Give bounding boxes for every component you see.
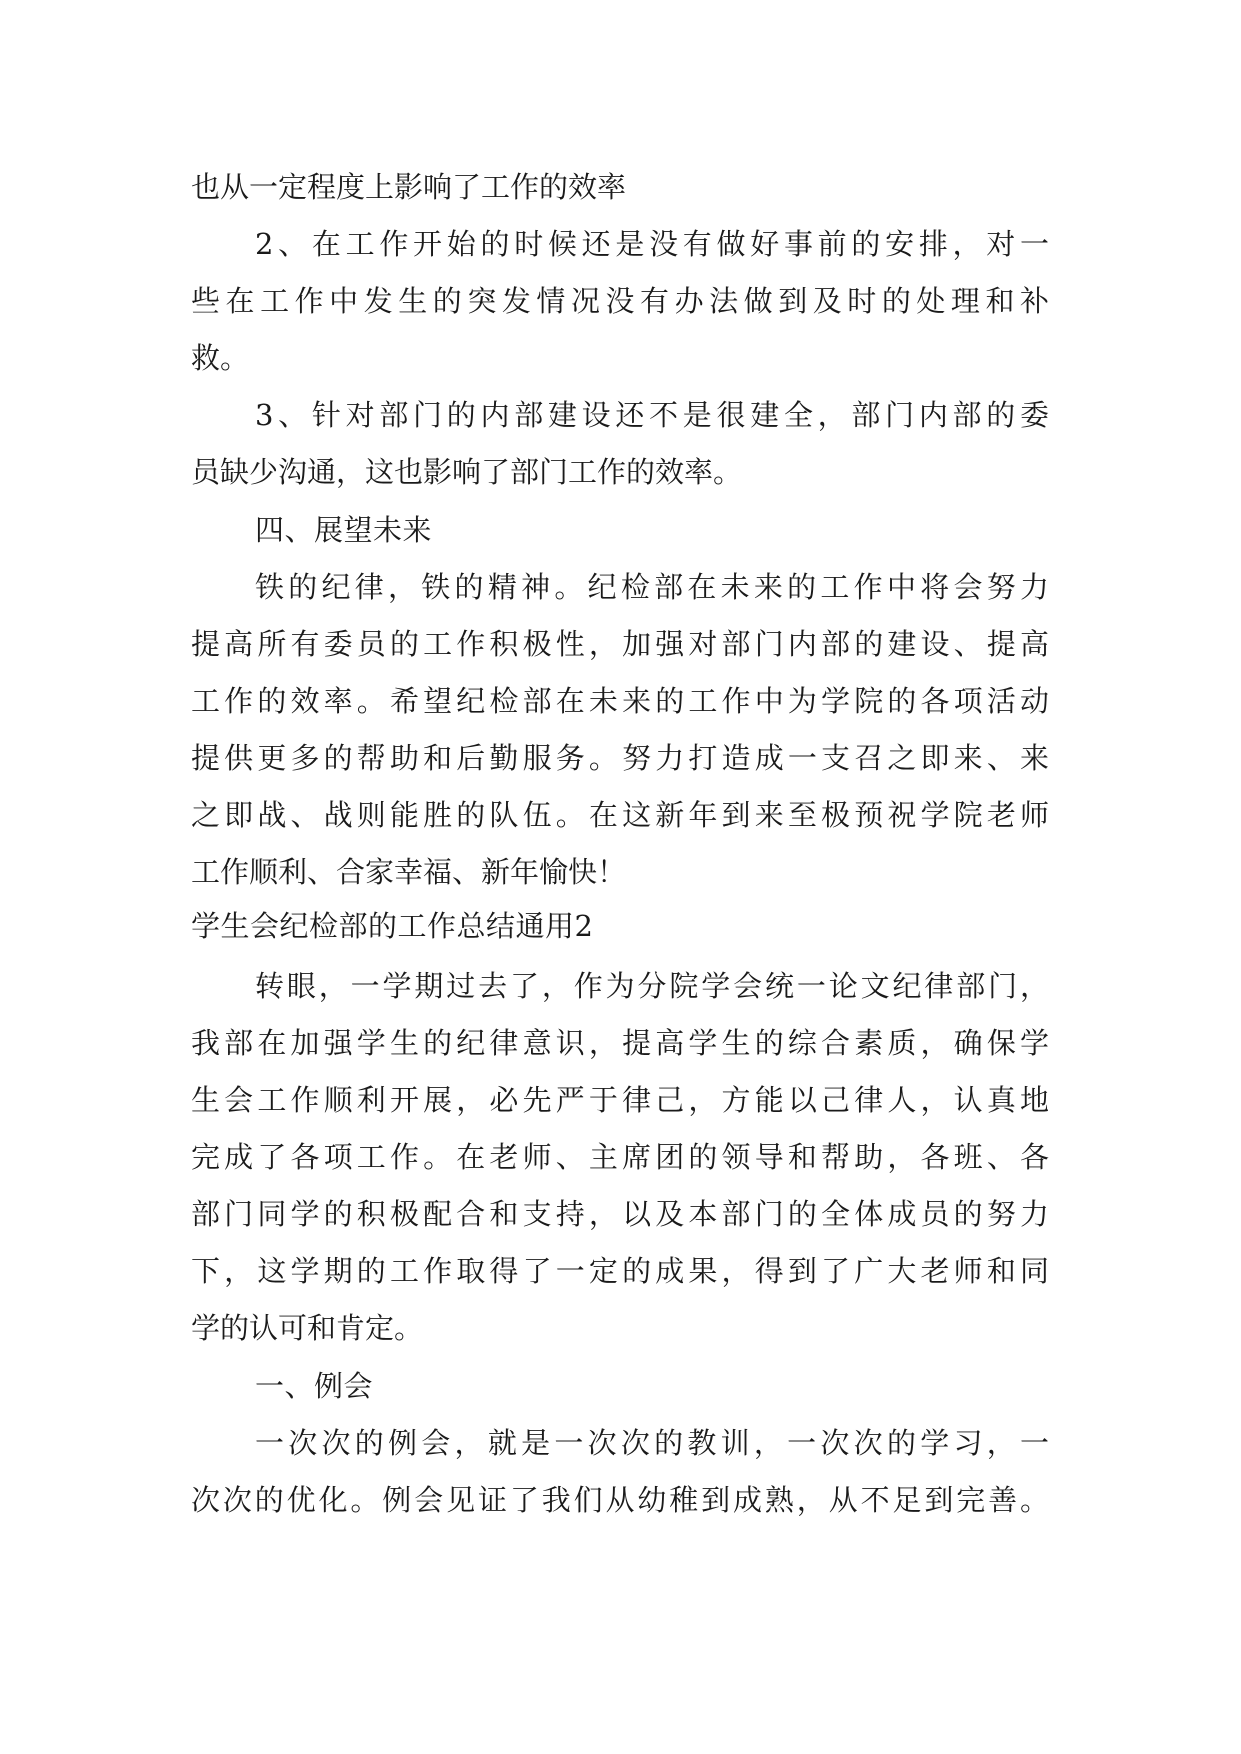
text-line: 次次的优化。例会见证了我们从幼稚到成熟，从不足到完善。	[191, 1483, 1049, 1517]
text-line: 3、针对部门的内部建设还不是很建全，部门内部的委	[255, 398, 1049, 432]
text-line: 2、在工作开始的时候还是没有做好事前的安排，对一	[255, 227, 1049, 261]
text-line: 工作的效率。希望纪检部在未来的工作中为学院的各项活动	[191, 684, 1049, 718]
text-line: 一次次的例会，就是一次次的教训，一次次的学习，一	[255, 1426, 1049, 1460]
text-line: 工作顺利、合家幸福、新年愉快！	[191, 855, 627, 889]
text-line: 部门同学的积极配合和支持，以及本部门的全体成员的努力	[191, 1197, 1049, 1231]
text-line: 些在工作中发生的突发情况没有办法做到及时的处理和补	[191, 284, 1049, 318]
document-title: 学生会纪检部的工作总结通用2	[191, 909, 594, 943]
text-line: 提供更多的帮助和后勤服务。努力打造成一支召之即来、来	[191, 741, 1049, 775]
text-line: 提高所有委员的工作积极性，加强对部门内部的建设、提高	[191, 627, 1049, 661]
text-line: 下，这学期的工作取得了一定的成果，得到了广大老师和同	[191, 1254, 1049, 1288]
text-line: 铁的纪律，铁的精神。纪检部在未来的工作中将会努力	[255, 570, 1049, 604]
text-line: 生会工作顺利开展，必先严于律己，方能以己律人，认真地	[191, 1083, 1049, 1117]
section-heading: 四、展望未来	[255, 513, 433, 547]
text-line: 我部在加强学生的纪律意识，提高学生的综合素质，确保学	[191, 1026, 1049, 1060]
text-line: 转眼，一学期过去了，作为分院学会统一论文纪律部门，	[255, 969, 1049, 1003]
section-heading: 一、例会	[255, 1369, 374, 1403]
text-line: 之即战、战则能胜的队伍。在这新年到来至极预祝学院老师	[191, 798, 1049, 832]
text-line: 学的认可和肯定。	[191, 1311, 424, 1345]
text-line: 也从一定程度上影响了工作的效率	[191, 170, 627, 204]
text-line: 完成了各项工作。在老师、主席团的领导和帮助，各班、各	[191, 1140, 1049, 1174]
text-line: 救。	[191, 341, 250, 375]
text-line: 员缺少沟通，这也影响了部门工作的效率。	[191, 455, 743, 489]
